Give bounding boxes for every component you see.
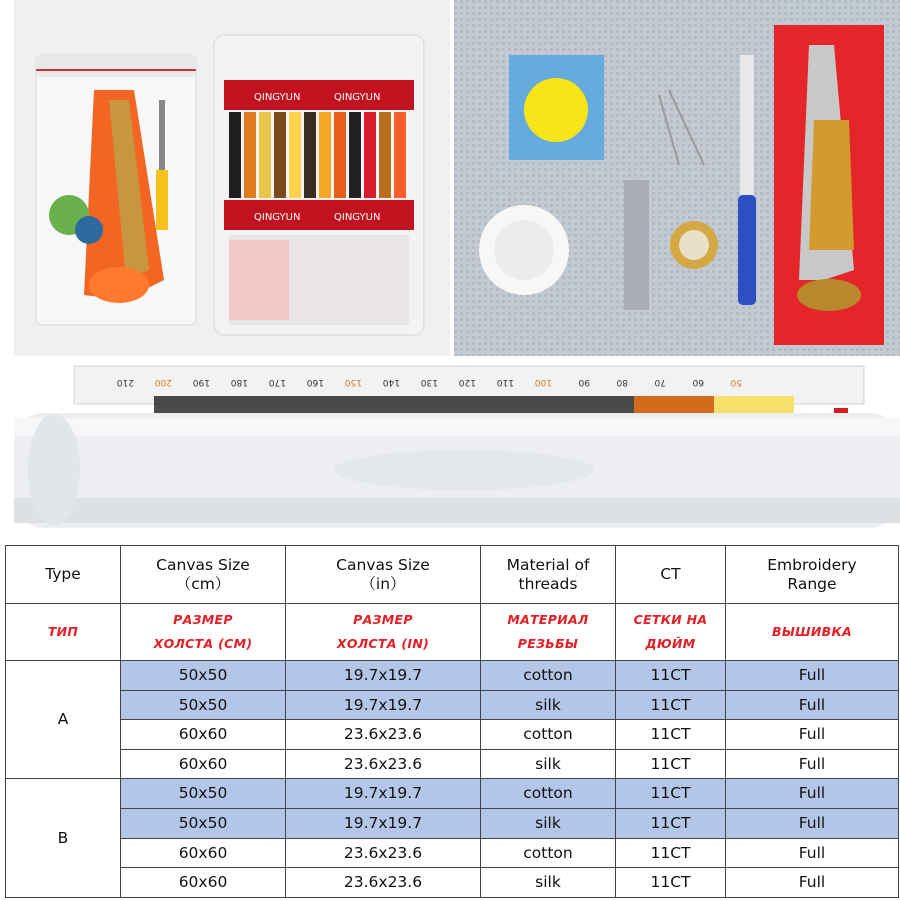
header-ru-type: ТИП — [6, 604, 121, 661]
cell-in: 19.7x19.7 — [286, 690, 481, 720]
ruler-mark-label: 100 — [534, 377, 552, 387]
cell-cm: 50x50 — [121, 779, 286, 809]
cell-range: Full — [726, 720, 899, 750]
ruler-mark-label: 90 — [578, 377, 590, 387]
cell-ct: 11CT — [616, 808, 726, 838]
cell-material: silk — [481, 868, 616, 898]
header-ru-ct: СЕТКИ НА ДЮЙМ — [616, 604, 726, 661]
header-material: Material of threads — [481, 546, 616, 604]
cell-in: 23.6x23.6 — [286, 868, 481, 898]
rolled-canvas-photo — [14, 358, 900, 538]
cell-material: cotton — [481, 661, 616, 691]
type-cell-b: B — [6, 779, 121, 897]
spec-table — [5, 545, 899, 898]
cell-cm: 50x50 — [121, 690, 286, 720]
cell-in: 23.6x23.6 — [286, 720, 481, 750]
ruler-mark-label: 190 — [192, 377, 210, 387]
header-canvas-in: Canvas Size （in） — [286, 546, 481, 604]
ruler-mark-label: 50 — [730, 377, 742, 387]
cell-material: silk — [481, 749, 616, 779]
type-cell-a: A — [6, 661, 121, 779]
cell-ct: 11CT — [616, 749, 726, 779]
ruler-mark-label: 180 — [230, 377, 248, 387]
table-row — [6, 661, 899, 691]
table-row — [6, 779, 899, 809]
cell-ct: 11CT — [616, 779, 726, 809]
ruler-mark-label: 70 — [654, 377, 666, 387]
cell-cm: 50x50 — [121, 661, 286, 691]
cell-in: 19.7x19.7 — [286, 779, 481, 809]
cell-in: 23.6x23.6 — [286, 838, 481, 868]
cell-ct: 11CT — [616, 838, 726, 868]
cell-cm: 60x60 — [121, 838, 286, 868]
ruler-mark-label: 150 — [344, 377, 362, 387]
ruler-mark-label: 80 — [616, 377, 628, 387]
rolled-cross-stitch-canvas-icon — [14, 358, 900, 538]
cell-ct: 11CT — [616, 868, 726, 898]
thread-brand-label: QINGYUN — [254, 92, 301, 103]
header-ct: CT — [616, 546, 726, 604]
cell-in: 23.6x23.6 — [286, 749, 481, 779]
cell-ct: 11CT — [616, 661, 726, 691]
table-row — [6, 838, 899, 868]
ruler-mark-label: 200 — [154, 377, 172, 387]
cell-range: Full — [726, 690, 899, 720]
header-ru-material: МАТЕРИАЛ РЕЗЬБЫ — [481, 604, 616, 661]
cell-cm: 60x60 — [121, 868, 286, 898]
table-row — [6, 690, 899, 720]
cell-range: Full — [726, 838, 899, 868]
kit-bags-photo — [14, 0, 450, 356]
ruler-mark-label: 210 — [116, 377, 134, 387]
thread-brand-label-4: QINGYUN — [334, 212, 381, 223]
cell-material: cotton — [481, 779, 616, 809]
ruler-mark-label: 60 — [692, 377, 704, 387]
ruler-mark-label: 110 — [496, 377, 514, 387]
thread-brand-label-2: QINGYUN — [334, 92, 381, 103]
embroidery-kit-bags-icon — [14, 0, 450, 356]
cell-range: Full — [726, 749, 899, 779]
header-type: Type — [6, 546, 121, 604]
cell-material: silk — [481, 690, 616, 720]
cell-material: cotton — [481, 720, 616, 750]
ruler-mark-label: 140 — [382, 377, 400, 387]
header-range: Embroidery Range — [726, 546, 899, 604]
table-row — [6, 808, 899, 838]
cell-cm: 60x60 — [121, 749, 286, 779]
cell-in: 19.7x19.7 — [286, 661, 481, 691]
cell-ct: 11CT — [616, 690, 726, 720]
cell-cm: 60x60 — [121, 720, 286, 750]
header-ru-range: ВЫШИВКА — [726, 604, 899, 661]
table-row — [6, 720, 899, 750]
header-canvas-cm: Canvas Size （cm） — [121, 546, 286, 604]
cell-range: Full — [726, 868, 899, 898]
cell-range: Full — [726, 808, 899, 838]
cell-ct: 11CT — [616, 720, 726, 750]
cell-material: cotton — [481, 838, 616, 868]
header-ru-canvas-in: РАЗМЕР ХОЛСТА (IN) — [286, 604, 481, 661]
cell-range: Full — [726, 661, 899, 691]
cell-in: 19.7x19.7 — [286, 808, 481, 838]
table-row — [6, 868, 899, 898]
thread-brand-label-3: QINGYUN — [254, 212, 301, 223]
cell-range: Full — [726, 779, 899, 809]
ruler-mark-label: 120 — [458, 377, 476, 387]
ruler-mark-label: 170 — [268, 377, 286, 387]
header-row-ru — [6, 604, 899, 661]
embroidery-tool-set-icon — [454, 0, 900, 356]
cell-material: silk — [481, 808, 616, 838]
header-ru-canvas-cm: РАЗМЕР ХОЛСТА (CM) — [121, 604, 286, 661]
tool-set-photo — [454, 0, 900, 356]
ruler-mark-label: 130 — [420, 377, 438, 387]
ruler-mark-label: 160 — [306, 377, 324, 387]
table-row — [6, 749, 899, 779]
cell-cm: 50x50 — [121, 808, 286, 838]
header-row-en — [6, 546, 899, 604]
